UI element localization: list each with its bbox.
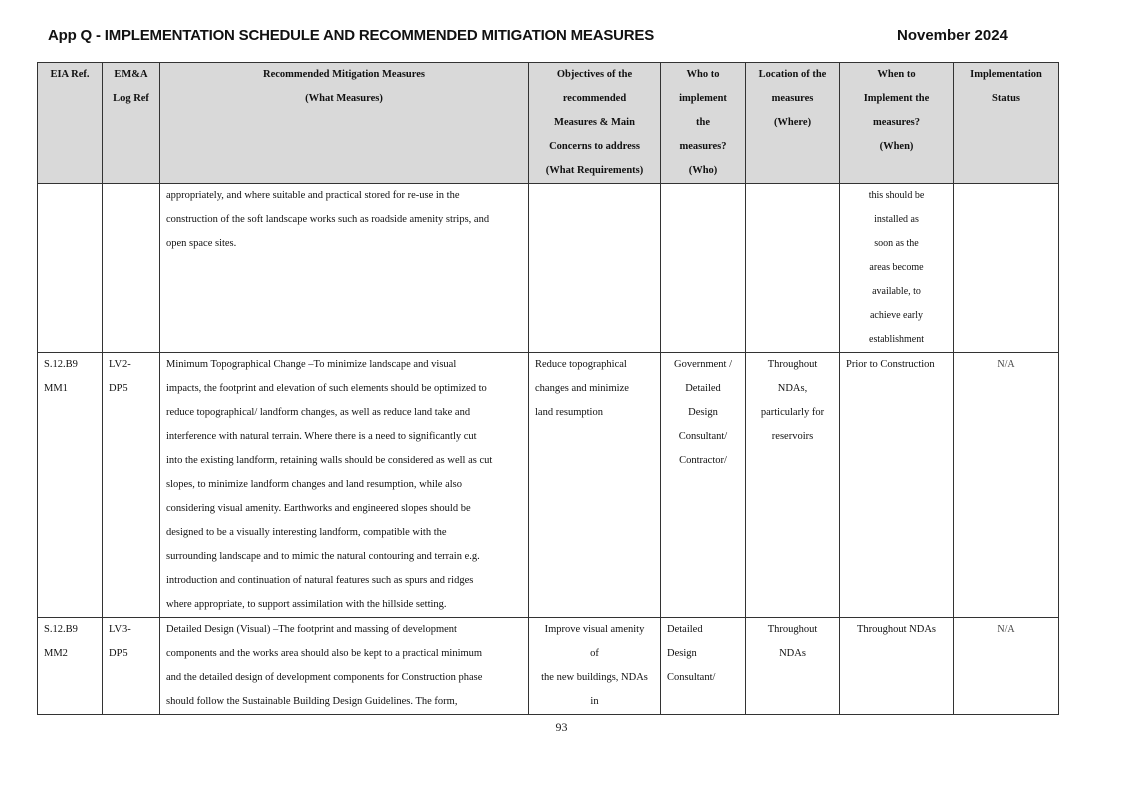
cell-text-line: Government / — [673, 359, 733, 370]
cell-status — [954, 184, 1059, 353]
cell-text-line: and the detailed design of development components for Construction phase — [166, 672, 483, 683]
column-header-who — [661, 63, 746, 184]
cell-text-line: achieve early — [869, 310, 924, 321]
cell-text-line: Design — [688, 407, 718, 418]
cell-text-line: available, to — [872, 286, 921, 297]
header-line: (What Measures) — [305, 93, 383, 104]
table-row — [38, 618, 1059, 715]
header-line: Status — [991, 93, 1020, 104]
cell-text-line: Detailed Design (Visual) –The footprint and massing of development — [166, 624, 457, 635]
cell-text-line: considering visual amenity. Earthworks and engineered slopes should be — [166, 503, 471, 514]
cell-text-line: designed to be a visually interesting landform, compatible with the — [166, 527, 447, 538]
column-header-where — [746, 63, 840, 184]
header-line: Who to — [686, 69, 720, 80]
cell-where — [746, 184, 840, 353]
cell-text-line: should follow the Sustainable Building Design Guidelines. The form, — [166, 696, 458, 707]
cell-text-line: slopes, to minimize landform changes and land resumption, while also — [166, 479, 462, 490]
header-line: (What Requirements) — [545, 165, 644, 176]
cell-text-line: N/A — [997, 624, 1015, 635]
header-line: (When) — [879, 141, 914, 152]
cell-text-line: the new buildings, NDAs — [541, 672, 648, 683]
cell-text-line: MM2 — [44, 648, 68, 659]
cell-who — [661, 353, 746, 618]
cell-text-line: NDAs, — [777, 383, 808, 394]
header-line: Location of the — [758, 69, 827, 80]
cell-where — [746, 618, 840, 715]
cell-text-line: LV3- — [109, 624, 131, 635]
header-line: (Where) — [773, 117, 812, 128]
cell-text-line: reservoirs — [771, 431, 814, 442]
cell-status — [954, 618, 1059, 715]
cell-text-line: reduce topographical/ landform changes, as well as reduce land take and — [166, 407, 471, 418]
header-line: measures? — [872, 117, 921, 128]
column-header-eia-ref — [38, 63, 103, 184]
cell-eia-ref — [38, 353, 103, 618]
cell-eia-ref — [38, 184, 103, 353]
cell-text-line: S.12.B9 — [44, 359, 78, 370]
header-line: EM&A — [114, 69, 148, 80]
cell-text-line: open space sites. — [166, 238, 237, 249]
table-row — [38, 184, 1059, 353]
header-line: (Who) — [688, 165, 718, 176]
cell-text-line: areas become — [869, 262, 924, 273]
header-line: Objectives of the — [556, 69, 633, 80]
cell-text-line: soon as the — [874, 238, 919, 249]
cell-measures — [160, 184, 529, 353]
cell-text-line: Minimum Topographical Change –To minimize landscape and visual — [166, 359, 457, 370]
cell-text-line: NDAs — [779, 648, 806, 659]
cell-text-line: introduction and continuation of natural features such as spurs and ridges — [166, 575, 474, 586]
cell-text-line: particularly for — [760, 407, 825, 418]
cell-measures — [160, 353, 529, 618]
header-line: measures? — [679, 141, 727, 152]
column-header-status — [954, 63, 1059, 184]
cell-text-line: establishment — [869, 334, 924, 345]
page-number: 93 — [555, 720, 568, 734]
column-header-objectives — [529, 63, 661, 184]
header-line: implement — [679, 93, 727, 104]
cell-where — [746, 353, 840, 618]
cell-text-line: Consultant/ — [667, 672, 716, 683]
cell-log-ref — [103, 353, 160, 618]
header-line: measures — [771, 93, 814, 104]
cell-objectives — [529, 184, 661, 353]
cell-text-line: impacts, the footprint and elevation of such elements should be optimized to — [166, 383, 487, 394]
document-date: November 2024 — [897, 27, 1008, 44]
cell-text-line: DP5 — [109, 648, 128, 659]
cell-text-line: into the existing landform, retaining walls should be considered as well as cut — [166, 455, 493, 466]
cell-text-line: MM1 — [44, 383, 68, 394]
cell-when — [840, 353, 954, 618]
cell-who — [661, 618, 746, 715]
cell-text-line: Detailed — [685, 383, 721, 394]
cell-text-line: installed as — [874, 214, 919, 225]
cell-log-ref — [103, 618, 160, 715]
cell-text-line: Prior to Construction — [846, 359, 935, 370]
cell-text-line: interference with natural terrain. Where there is a need to significantly cut — [166, 431, 477, 442]
header-line: When to — [877, 69, 916, 80]
column-header-measures — [160, 63, 529, 184]
cell-measures — [160, 618, 529, 715]
cell-text-line: S.12.B9 — [44, 624, 78, 635]
implementation-schedule-table — [37, 62, 1059, 715]
cell-text-line: surrounding landscape and to mimic the natural contouring and terrain e.g. — [166, 551, 480, 562]
cell-objectives — [529, 618, 661, 715]
cell-text-line: Reduce topographical — [535, 359, 627, 370]
cell-text-line: Improve visual amenity — [544, 624, 645, 635]
cell-text-line: DP5 — [109, 383, 128, 394]
cell-text-line: Throughout — [767, 359, 818, 370]
cell-eia-ref — [38, 618, 103, 715]
cell-text-line: Contractor/ — [679, 455, 727, 466]
header-line: the — [696, 117, 710, 128]
cell-objectives — [529, 353, 661, 618]
cell-when — [840, 618, 954, 715]
document-title: App Q - IMPLEMENTATION SCHEDULE AND RECOMMENDED MITIGATION MEASURES — [48, 27, 655, 44]
cell-text-line: components and the works area should also be kept to a practical minimum — [166, 648, 483, 659]
header-line: Log Ref — [113, 93, 149, 104]
header-line: Implementation — [970, 69, 1042, 80]
header-line: recommended — [562, 93, 627, 104]
header-line: Implement the — [863, 93, 930, 104]
cell-text-line: in — [590, 696, 599, 707]
column-header-when — [840, 63, 954, 184]
header-line: EIA Ref. — [50, 69, 90, 80]
header-line: Measures & Main — [554, 117, 635, 128]
cell-log-ref — [103, 184, 160, 353]
cell-text-line: where appropriate, to support assimilation with the hillside setting. — [166, 599, 447, 610]
cell-text-line: Design — [667, 648, 697, 659]
cell-who — [661, 184, 746, 353]
cell-status — [954, 353, 1059, 618]
cell-text-line: land resumption — [535, 407, 603, 418]
cell-text-line: this should be — [868, 190, 925, 201]
cell-when — [840, 184, 954, 353]
cell-text-line: N/A — [997, 359, 1015, 370]
cell-text-line: Throughout NDAs — [856, 624, 937, 635]
header-line: Recommended Mitigation Measures — [263, 69, 425, 80]
table-row — [38, 353, 1059, 618]
column-header-log-ref — [103, 63, 160, 184]
cell-text-line: Throughout — [767, 624, 818, 635]
header-line: Concerns to address — [549, 141, 640, 152]
cell-text-line: LV2- — [109, 359, 131, 370]
cell-text-line: Consultant/ — [678, 431, 728, 442]
cell-text-line: of — [590, 648, 599, 659]
cell-text-line: construction of the soft landscape works such as roadside amenity strips, and — [166, 214, 490, 225]
table-header-row — [38, 63, 1059, 184]
cell-text-line: Detailed — [667, 624, 703, 635]
cell-text-line: appropriately, and where suitable and practical stored for re-use in the — [166, 190, 460, 201]
cell-text-line: changes and minimize — [535, 383, 629, 394]
